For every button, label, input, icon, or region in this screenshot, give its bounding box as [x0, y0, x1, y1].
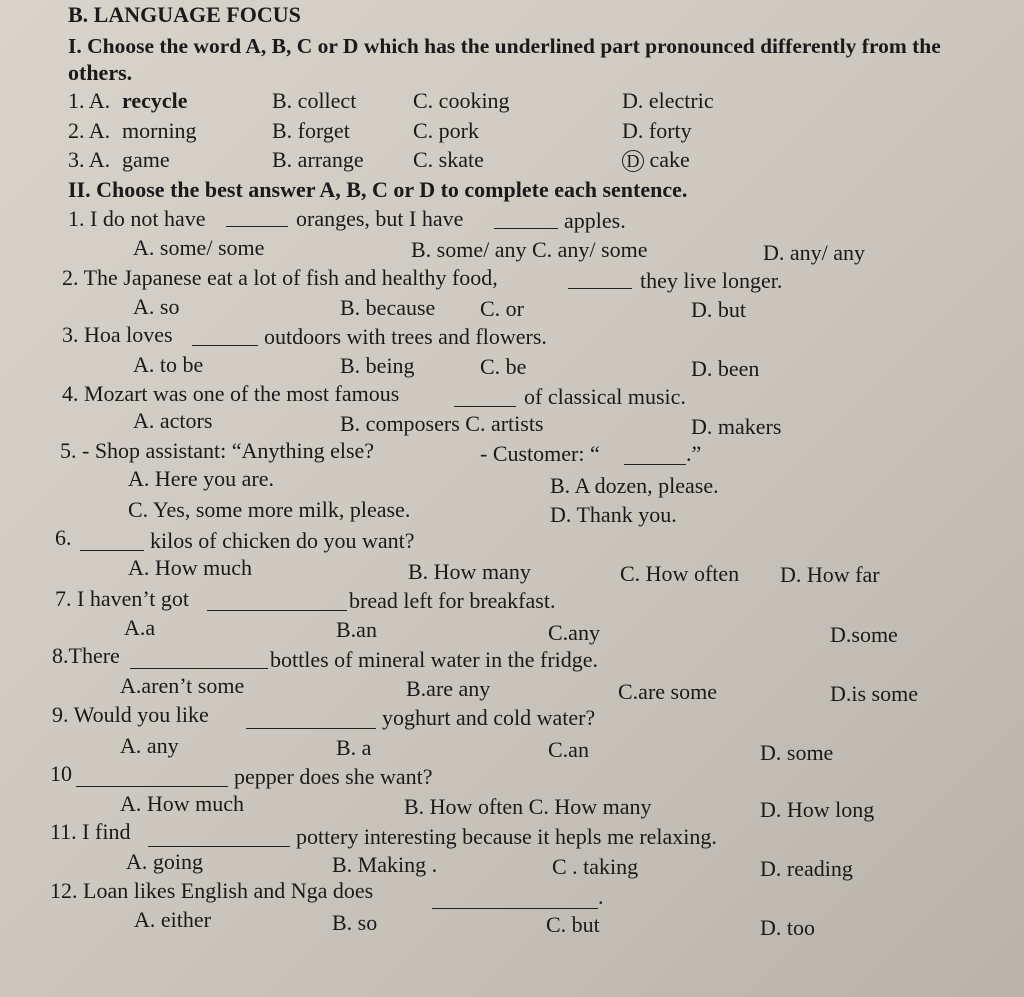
- answer-blank: [494, 210, 558, 229]
- answer-blank: [226, 208, 288, 227]
- stem-part: 11. I find: [50, 819, 131, 844]
- stem-part: 1. I do not have: [68, 206, 206, 231]
- option-d-circled: [622, 147, 690, 173]
- stem-part: 7. I haven’t got: [55, 586, 190, 611]
- option-c: C. but: [546, 912, 600, 937]
- option-b: B. forget: [272, 118, 350, 143]
- option-a: A. any: [120, 733, 179, 758]
- option-b: B.are any: [406, 676, 491, 701]
- stem-part: - Customer: “: [480, 441, 600, 466]
- option-d: D. too: [760, 915, 815, 940]
- option-c: C. Yes, some more milk, please.: [128, 497, 411, 522]
- option-c: C.are some: [618, 679, 717, 704]
- option-a: A. How much: [120, 791, 245, 816]
- option-b: B. so: [332, 910, 378, 935]
- question-number: 10: [50, 761, 72, 786]
- option-d-word: cake: [649, 147, 690, 172]
- stem-part: .: [598, 884, 604, 909]
- part1-instruction: I. Choose the word A, B, C or D which has the underlined part pronounced differently from the: [68, 34, 941, 58]
- answer-blank: [432, 890, 598, 909]
- option-a: A. How much: [128, 555, 253, 580]
- option-d: D. forty: [622, 118, 692, 143]
- stem-part: outdoors with trees and flowers.: [264, 324, 547, 349]
- option-b: B. because: [340, 295, 436, 320]
- option-c: C. or: [480, 296, 524, 321]
- option-c: C.any: [548, 620, 600, 645]
- option-d: D.some: [830, 622, 898, 647]
- stem-part: bread left for breakfast.: [349, 588, 556, 613]
- option-a: A. to be: [133, 352, 204, 377]
- stem-part: 12. Loan likes English and Nga does: [50, 878, 374, 903]
- option-d: D. electric: [622, 88, 714, 113]
- stem-part: 5. - Shop assistant: “Anything else?: [60, 438, 375, 463]
- option-b: B.an: [336, 617, 377, 642]
- stem-part: 3. Hoa loves: [62, 322, 173, 347]
- option-b: B. arrange: [272, 147, 364, 172]
- question-number: 6.: [55, 525, 72, 550]
- section-heading: B. LANGUAGE FOCUS: [68, 2, 301, 27]
- circled-answer-mark: D: [622, 150, 644, 172]
- stem-part: of classical music.: [524, 384, 686, 409]
- stem-part: .”: [686, 441, 702, 466]
- option-d: D. been: [691, 356, 760, 381]
- option-d: D. but: [691, 297, 746, 322]
- option-c: C. be: [480, 354, 527, 379]
- option-a: A. some/ some: [133, 235, 265, 260]
- option-c: C. cooking: [413, 88, 510, 113]
- stem-part: kilos of chicken do you want?: [150, 528, 415, 553]
- option-a: A.aren’t some: [120, 673, 245, 698]
- stem-part: pottery interesting because it hepls me relaxing.: [296, 824, 717, 849]
- option-bc: B. How often C. How many: [404, 794, 652, 819]
- option-d: D. How far: [780, 562, 880, 587]
- option-d: D. Thank you.: [550, 502, 677, 527]
- answer-blank: [246, 710, 376, 729]
- option-d: D. any/ any: [763, 240, 866, 265]
- option-b: B. A dozen, please.: [550, 473, 719, 498]
- stem-part: 4. Mozart was one of the most famous: [62, 381, 400, 406]
- option-b: B. Making .: [332, 852, 438, 877]
- stem-part: apples.: [564, 208, 626, 233]
- stem-part: bottles of mineral water in the fridge.: [270, 647, 599, 672]
- option-c: C. How often: [620, 561, 740, 586]
- option-a: A. going: [126, 849, 203, 874]
- part1-instruction-cont: others.: [68, 60, 133, 85]
- option-b: B. collect: [272, 88, 357, 113]
- answer-blank: [454, 388, 516, 407]
- option-c: C.an: [548, 737, 589, 762]
- stem-part: they live longer.: [640, 268, 783, 293]
- option-bc: B. some/ any C. any/ some: [411, 237, 648, 262]
- option-b: B. being: [340, 353, 415, 378]
- item-number: 1. A.: [68, 88, 111, 113]
- option-b: B. a: [336, 735, 372, 760]
- stem-part: pepper does she want?: [234, 764, 433, 789]
- option-b: B. How many: [408, 559, 531, 584]
- stem-part: 9. Would you like: [52, 702, 209, 727]
- option-a: A. so: [133, 294, 180, 319]
- option-c: C. skate: [413, 147, 484, 172]
- answer-blank: [568, 270, 632, 289]
- stem-part: 2. The Japanese eat a lot of fish and healthy food,: [62, 265, 498, 290]
- answer-blank: [76, 768, 228, 787]
- stem-part: oranges, but I have: [296, 206, 464, 231]
- option-a: A. either: [134, 907, 211, 932]
- answer-blank: [80, 532, 144, 551]
- answer-blank: [148, 828, 290, 847]
- stem-part: 8.There: [52, 643, 120, 668]
- option-c: C. pork: [413, 118, 479, 143]
- option-d: D. How long: [760, 797, 875, 822]
- option-d: D. reading: [760, 856, 853, 881]
- answer-blank: [130, 650, 268, 669]
- item-number: 2. A.: [68, 118, 111, 143]
- option-a: morning: [122, 118, 197, 143]
- option-a: recycle: [122, 88, 188, 113]
- answer-blank: [192, 327, 258, 346]
- answer-blank: [207, 592, 347, 611]
- option-d: D.is some: [830, 681, 918, 706]
- option-a: A. actors: [133, 408, 213, 433]
- option-bc: B. composers C. artists: [340, 411, 544, 436]
- item-number: 3. A.: [68, 147, 111, 172]
- answer-blank: [624, 446, 686, 465]
- option-a: A.a: [124, 615, 156, 640]
- part2-instruction: II. Choose the best answer A, B, C or D to complete each sentence.: [68, 177, 688, 202]
- option-d: D. some: [760, 740, 834, 765]
- option-d: D. makers: [691, 414, 782, 439]
- stem-part: yoghurt and cold water?: [382, 705, 596, 730]
- option-a: game: [122, 147, 170, 172]
- option-a: A. Here you are.: [128, 466, 274, 491]
- option-c: C . taking: [552, 854, 639, 879]
